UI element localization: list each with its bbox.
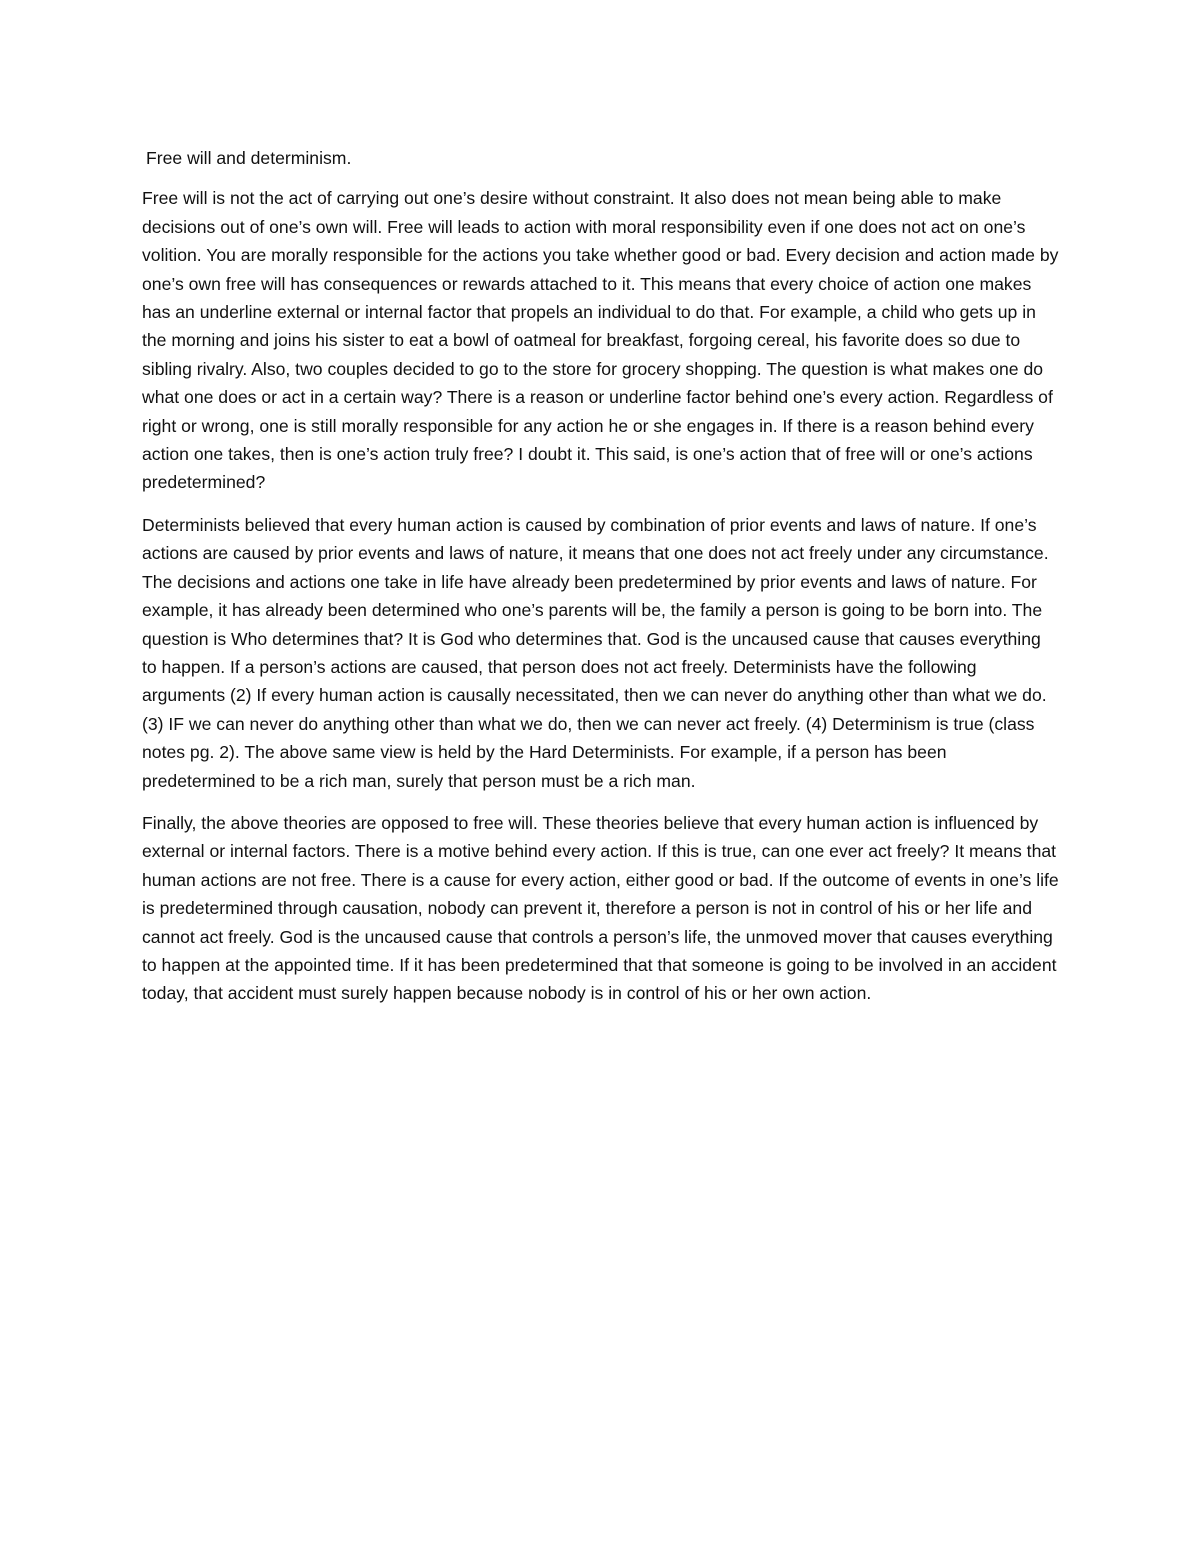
- paragraph-1: Free will is not the act of carrying out one’s desire without constraint. It also does not mean being able to make decisions out of one’s own will. Free will leads to action with moral responsibility even if one does not act on one’s volition. You are morally responsible for the actions you take whether good or bad. Every decision and action made by one’s own free will has consequences or rewards attached to it. This means that every choice of action one makes has an underline external or internal factor that propels an individual to do that. For example, a child who gets up in the morning and joins his sister to eat a bowl of oatmeal for breakfast, forgoing cereal, his favorite does so due to sibling rivalry. Also, two couples decided to go to the store for grocery shopping. The question is what makes one do what one does or act in a certain way? There is a reason or underline factor behind one’s every action. Regardless of right or wrong, one is still morally responsible for any action he or she engages in. If there is a reason behind every action one takes, then is one’s action truly free? I doubt it. This said, is one’s action that of free will or one’s actions predetermined?: [142, 188, 1059, 493]
- paragraph-3: Finally, the above theories are opposed to free will. These theories believe that every human action is influenced by external or internal factors. There is a motive behind every action. If this is true, can one ever act freely? It means that human actions are not free. There is a cause for every action, either good or bad. If the outcome of events in one’s life is predetermined through causation, nobody can prevent it, therefore a person is not in control of his or her life and cannot act freely. God is the uncaused cause that controls a person’s life, the unmoved mover that causes everything to happen at the appointed time. If it has been predetermined that that someone is going to be involved in an accident today, that accident must surely happen because nobody is in control of his or her own action.: [142, 812, 1059, 1004]
- document-body: [142, 144, 1060, 1022]
- document-title: Free will and determinism.: [146, 148, 352, 168]
- paragraph-2: Determinists believed that every human action is caused by combination of prior events and laws of nature. If one’s actions are caused by prior events and laws of nature, it means that one does not act freely under any circumstance. The decisions and actions one take in life have already been predetermined by prior events and laws of nature. For example, it has already been determined who one’s parents will be, the family a person is going to be born into. The question is Who determines that? It is God who determines that. God is the uncaused cause that causes everything to happen. If a person’s actions are caused, that person does not act freely. Determinists have the following arguments (2) If every human action is causally necessitated, then we can never do anything other than what we do. (3) IF we can never do anything other than what we do, then we can never act freely. (4) Determinism is true (class notes pg. 2). The above same view is held by the Hard Determinists. For example, if a person has been predetermined to be a rich man, surely that person must be a rich man.: [142, 514, 1049, 791]
